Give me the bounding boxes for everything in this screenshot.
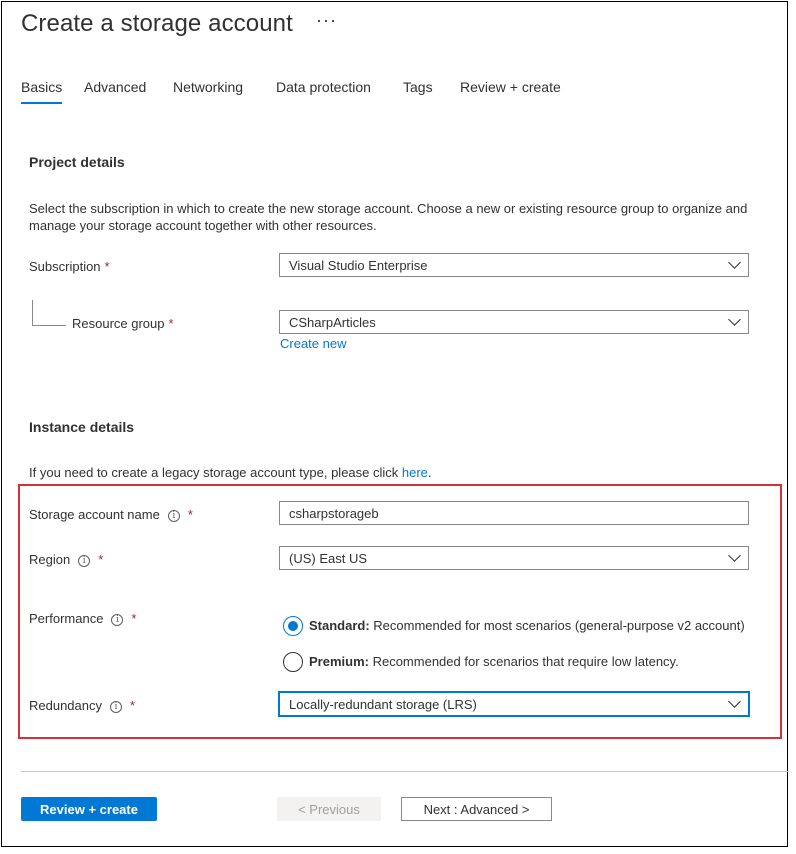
performance-label [29, 611, 136, 626]
subscription-dropdown[interactable] [279, 253, 749, 277]
required-marker: * [104, 259, 110, 274]
required-marker: * [131, 611, 137, 626]
legacy-text: If you need to create a legacy storage account type, please click [29, 465, 402, 480]
required-marker: * [130, 698, 136, 713]
active-tab-indicator [21, 102, 62, 104]
redundancy-label-text: Redundancy [29, 698, 102, 713]
region-value: (US) East US [289, 550, 368, 566]
more-options-icon[interactable]: ··· [316, 10, 337, 30]
subscription-label-text: Subscription [29, 259, 101, 274]
performance-premium-label[interactable] [309, 654, 679, 669]
project-details-heading: Project details [29, 154, 125, 170]
legacy-here-link[interactable]: here [401, 465, 428, 480]
chevron-down-icon [728, 313, 741, 326]
premium-desc: Recommended for scenarios that require low latency. [368, 654, 679, 669]
info-icon[interactable]: i [78, 555, 90, 567]
tab-advanced[interactable]: Advanced [84, 79, 147, 95]
required-marker: * [98, 552, 104, 567]
tab-review-create[interactable]: Review + create [460, 79, 561, 95]
resource-group-value: CSharpArticles [289, 314, 376, 330]
subscription-label [29, 259, 110, 274]
next-advanced-button[interactable]: Next : Advanced > [401, 797, 552, 821]
redundancy-value: Locally-redundant storage (LRS) [289, 696, 477, 712]
required-marker: * [168, 316, 174, 331]
resource-group-label-text: Resource group [72, 316, 165, 331]
review-create-button[interactable]: Review + create [21, 797, 157, 821]
page-title: Create a storage account [21, 10, 293, 37]
project-details-description-2: manage your storage account together with other resources. [29, 218, 377, 233]
performance-standard-label[interactable] [309, 618, 745, 633]
required-marker: * [187, 507, 193, 522]
footer-divider [21, 771, 789, 772]
previous-button[interactable]: < Previous [277, 797, 381, 821]
performance-label-text: Performance [29, 611, 104, 626]
create-new-link[interactable]: Create new [280, 336, 347, 351]
legacy-period: . [427, 465, 432, 480]
region-dropdown[interactable] [279, 546, 749, 570]
chevron-down-icon [728, 549, 741, 562]
tab-basics[interactable]: Basics [21, 79, 63, 95]
tab-networking[interactable]: Networking [173, 79, 244, 95]
standard-title: Standard: [309, 618, 370, 633]
tab-data-protection[interactable]: Data protection [276, 79, 371, 95]
storage-account-name-input[interactable] [279, 501, 749, 525]
info-icon[interactable]: i [111, 614, 123, 626]
project-details-description-1: Select the subscription in which to create the new storage account. Choose a new or existing resource group to organize and [29, 201, 748, 216]
premium-title: Premium: [309, 654, 369, 669]
performance-standard-radio[interactable] [283, 616, 303, 636]
region-label-text: Region [29, 552, 71, 567]
region-label [29, 552, 103, 567]
redundancy-label [29, 698, 135, 713]
subscription-value: Visual Studio Enterprise [289, 257, 428, 273]
storage-account-name-label [29, 507, 193, 522]
chevron-down-icon [728, 695, 741, 708]
info-icon[interactable]: i [110, 701, 122, 713]
tree-connector [32, 300, 66, 326]
instance-details-heading: Instance details [29, 419, 135, 435]
tab-tags[interactable]: Tags [403, 79, 433, 95]
resource-group-dropdown[interactable] [279, 310, 749, 334]
chevron-down-icon [728, 256, 741, 269]
storage-account-name-value: csharpstorageb [289, 505, 379, 521]
legacy-account-text [29, 464, 432, 481]
performance-premium-radio[interactable] [283, 652, 303, 672]
standard-desc: Recommended for most scenarios (general-purpose v2 account) [369, 618, 745, 633]
resource-group-label [72, 316, 174, 331]
storage-name-label-text: Storage account name [29, 507, 160, 522]
redundancy-dropdown[interactable] [278, 691, 750, 717]
storage-account-wizard [1, 1, 788, 847]
info-icon[interactable]: i [168, 510, 180, 522]
